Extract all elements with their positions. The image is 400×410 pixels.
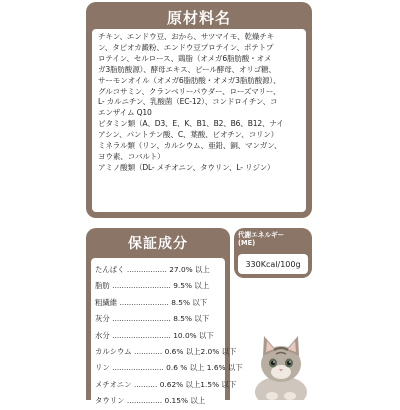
ingredients-line: サーモンオイル（オメガ6脂肪酸・オメガ3脂肪酸源）、 (98, 75, 281, 85)
analysis-row: たんぱく ................. 27.0% 以上 (95, 265, 210, 274)
analysis-row: リン ...................... 0.6 % 以上 1.6% 以下 (95, 363, 243, 373)
analysis-row: カルシウム ............ 0.6% 以上2.0% 以下 (95, 347, 237, 357)
energy-label (238, 231, 308, 247)
ingredients-line: アシン、パントテン酸、C、葉酸、ビオチン、コリン） (98, 130, 279, 140)
ingredients-line: ミネラル類（リン、カルシウム、亜鉛、銅、マンガン、 (98, 141, 282, 151)
energy-label-line1: 代謝エネルギー (238, 231, 285, 239)
energy-label-line2: (ME) (238, 239, 256, 247)
ingredients-line: L- カルニチン、乳酸菌（EC-12）、コンドロイチン、コ (98, 97, 278, 107)
analysis-row: タウリン ............... 0.15% 以上 (95, 396, 206, 406)
ingredients-line: ヨウ素、コバルト） (98, 151, 165, 161)
analysis-row: 灰分 ......................... 8.5% 以下 (95, 314, 210, 324)
energy-panel (234, 228, 312, 278)
analysis-row: 脂肪 ......................... 9.5% 以上 (95, 281, 210, 291)
ingredients-line: ン、タピオカ澱粉、エンドウ豆プロテイン、ポテトプ (98, 42, 274, 52)
ingredients-title: 原材料名 (166, 9, 231, 27)
ingredients-line: グルコサミン、クランベリーパウダー、ローズマリー、 (98, 86, 281, 96)
ingredients-panel (86, 2, 312, 218)
analysis-row: メチオニン .......... 0.62% 以上1.5% 以下 (95, 379, 237, 389)
ingredients-list (92, 29, 306, 212)
ingredients-line: アミノ酸類（DL- メチオニン、タウリン、L- リジン） (98, 162, 275, 172)
ingredients-line: エンザイム Q10 (98, 108, 152, 118)
analysis-title: 保証成分 (128, 236, 188, 252)
analysis-panel (86, 228, 243, 406)
energy-value-box (238, 254, 308, 274)
energy-value: 330Kcal/100g (245, 259, 301, 269)
ingredients-line: ロテイン、セルロース、鶏脂（オメガ6脂肪酸・オメ (98, 53, 272, 63)
analysis-row: 水分 ......................... 10.0% 以下 (95, 330, 214, 340)
kitten-image (250, 330, 312, 400)
analysis-row: 粗繊維 ..................... 8.5% 以下 (95, 297, 208, 307)
ingredients-line: ビタミン類（A、D3、E、K、B1、B2、B6、B12、ナイ (98, 119, 284, 129)
analysis-list (91, 258, 243, 406)
ingredients-line: ガ3脂肪酸源）、酵母エキス、ビール酵母、オリゴ糖、 (98, 64, 276, 74)
ingredients-line: チキン、エンドウ豆、おから、サツマイモ、乾燥チキ (98, 32, 275, 41)
